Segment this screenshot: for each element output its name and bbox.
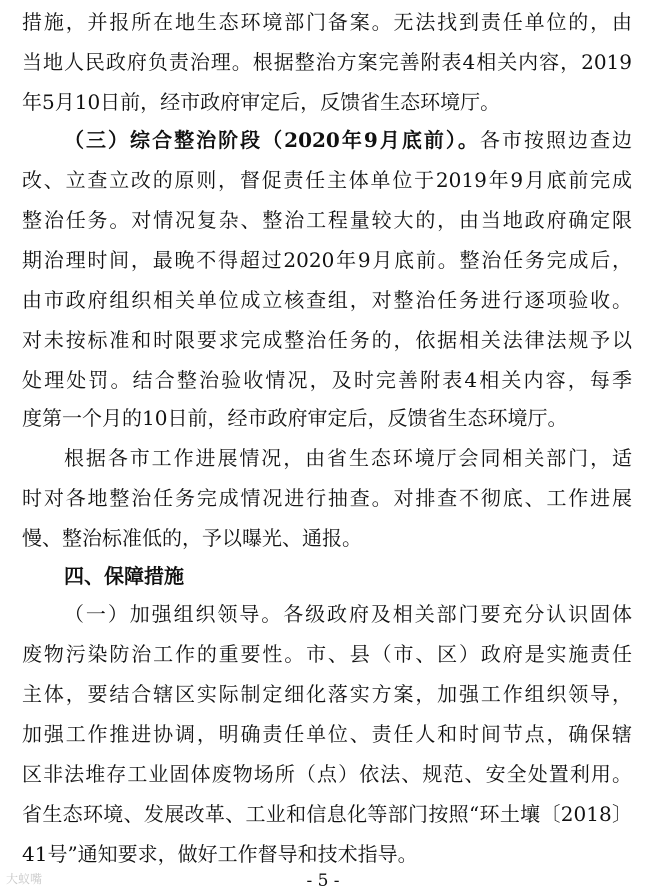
text-line: 主体，要结合辖区实际制定细化落实方案，加强工作组织领导， — [22, 682, 632, 706]
text-line: 区非法堆存工业固体废物场所（点）依法、规范、安全处置利用。 — [22, 762, 632, 786]
text-line: 整治任务。对情况复杂、整治工程量较大的，由当地政府确定限 — [22, 208, 632, 232]
text-line: 处理处罚。结合整治验收情况，及时完善附表4相关内容，每季 — [22, 368, 632, 392]
page-number: - 5 - — [306, 871, 340, 891]
text-line: 改、立查立改的原则，督促责任主体单位于2019年9月底前完成 — [22, 168, 632, 192]
text-line: 当地人民政府负责治理。根据整治方案完善附表4相关内容，2019 — [22, 50, 632, 74]
watermark: 大蚁嘴 — [6, 872, 43, 886]
text-line: 省生态环境、发展改革、工业和信息化等部门按照“环土壤〔2018〕 — [22, 802, 632, 826]
text-line: （一）加强组织领导。各级政府及相关部门要充分认识固体 — [64, 602, 632, 626]
section-4-heading: 四、保障措施 — [64, 564, 184, 588]
section-3-text: 各市按照边查边 — [479, 128, 632, 152]
text-line: 根据各市工作进展情况，由省生态环境厅会同相关部门，适 — [64, 446, 632, 470]
text-line: 对未按标准和时限要求完成整治任务的，依据相关法律法规予以 — [22, 328, 632, 352]
text-line: 慢、整治标准低的，予以曝光、通报。 — [22, 526, 362, 550]
text-line: 由市政府组织相关单位成立核查组，对整治任务进行逐项验收。 — [22, 288, 632, 312]
text-line: 废物污染防治工作的重要性。市、县（市、区）政府是实施责任 — [22, 642, 632, 666]
section-3-first-line — [64, 120, 632, 160]
text-line: 度第一个月的10日前，经市政府审定后，反馈省生态环境厅。 — [22, 406, 568, 430]
text-line: 措施，并报所在地生态环境部门备案。无法找到责任单位的，由 — [22, 10, 632, 34]
section-3-heading: （三）综合整治阶段（2020年9月底前）。 — [64, 128, 480, 152]
text-line: 时对各地整治任务完成情况进行抽查。对排查不彻底、工作进展 — [22, 486, 632, 510]
text-line: 年5月10日前，经市政府审定后，反馈省生态环境厅。 — [22, 90, 501, 114]
text-line: 41号”通知要求，做好工作督导和技术指导。 — [22, 842, 418, 866]
text-line: 加强工作推进协调，明确责任单位、责任人和时间节点，确保辖 — [22, 722, 632, 746]
text-line: 期治理时间，最晚不得超过2020年9月底前。整治任务完成后， — [22, 248, 632, 272]
